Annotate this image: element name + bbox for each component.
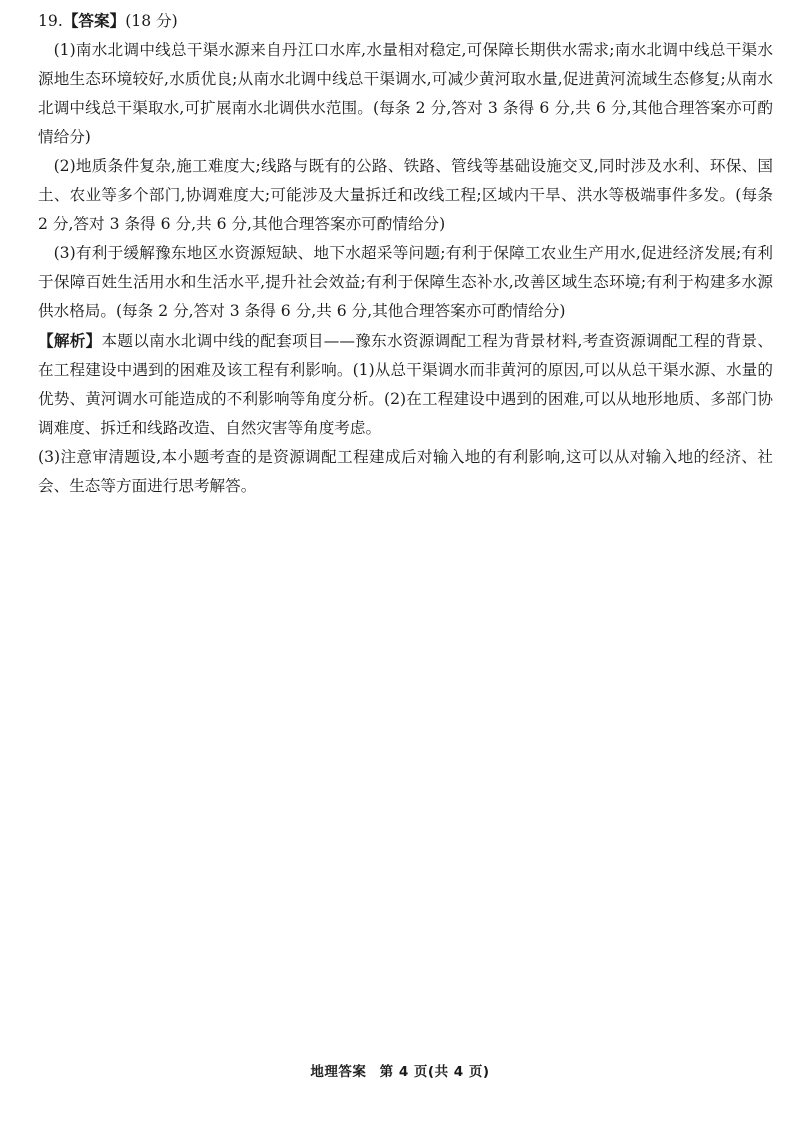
analysis-paragraph	[38, 326, 773, 443]
analysis-text: 本题以南水北调中线的配套项目——豫东水资源调配工程为背景材料,考查资源调配工程的背景、在工程建设中遇到的困难及该工程有利影响。(1)从总干渠调水而非黄河的原因,可以从总干渠水源、水量的优势、黄河调水可能造成的不利影响等角度分析。(2)在工程建设中遇到的困难,可以从地形地质、多部门协调难度、拆迁和线路改造、自然灾害等角度考虑。	[38, 332, 773, 437]
question-header	[38, 6, 773, 36]
question-score: (18 分)	[125, 12, 178, 30]
analysis-label: 【解析】	[38, 331, 102, 350]
footer-page-number: 第 4 页(共 4 页)	[379, 1064, 490, 1080]
answer-content	[38, 6, 773, 501]
answer-item-2: (2)地质条件复杂,施工难度大;线路与既有的公路、铁路、管线等基础设施交叉,同时涉及水利、环保、国土、农业等多个部门,协调难度大;可能涉及大量拆迁和改线工程;区域内干旱、洪水等极端事件多发。(每条 2 分,答对 3 条得 6 分,共 6 分,其他合理答案亦可酌情给分)	[38, 157, 773, 233]
analysis-text-part3: (3)注意审清题设,本小题考查的是资源调配工程建成后对输入地的有利影响,这可以从对输入地的经济、社会、生态等方面进行思考解答。	[38, 448, 773, 495]
page-footer	[0, 1060, 800, 1080]
answer-item-1: (1)南水北调中线总干渠水源来自丹江口水库,水量相对稳定,可保障长期供水需求;南水北调中线总干渠水源地生态环境较好,水质优良;从南水北调中线总干渠调水,可减少黄河取水量,促进黄河流域生态修复;从南水北调中线总干渠取水,可扩展南水北调供水范围。(每条 2 分,答对 3 条得 6 分,共 6 分,其他合理答案亦可酌情给分)	[38, 41, 773, 146]
answer-label: 【答案】	[62, 11, 126, 30]
footer-subject: 地理答案	[310, 1064, 367, 1080]
answer-item-3: (3)有利于缓解豫东地区水资源短缺、地下水超采等问题;有利于保障工农业生产用水,促进经济发展;有利于保障百姓生活用水和生活水平,提升社会效益;有利于保障生态补水,改善区域生态环境;有利于构建多水源供水格局。(每条 2 分,答对 3 条得 6 分,共 6 分,其他合理答案亦可酌情给分)	[38, 244, 773, 320]
question-number: 19.	[38, 12, 63, 30]
